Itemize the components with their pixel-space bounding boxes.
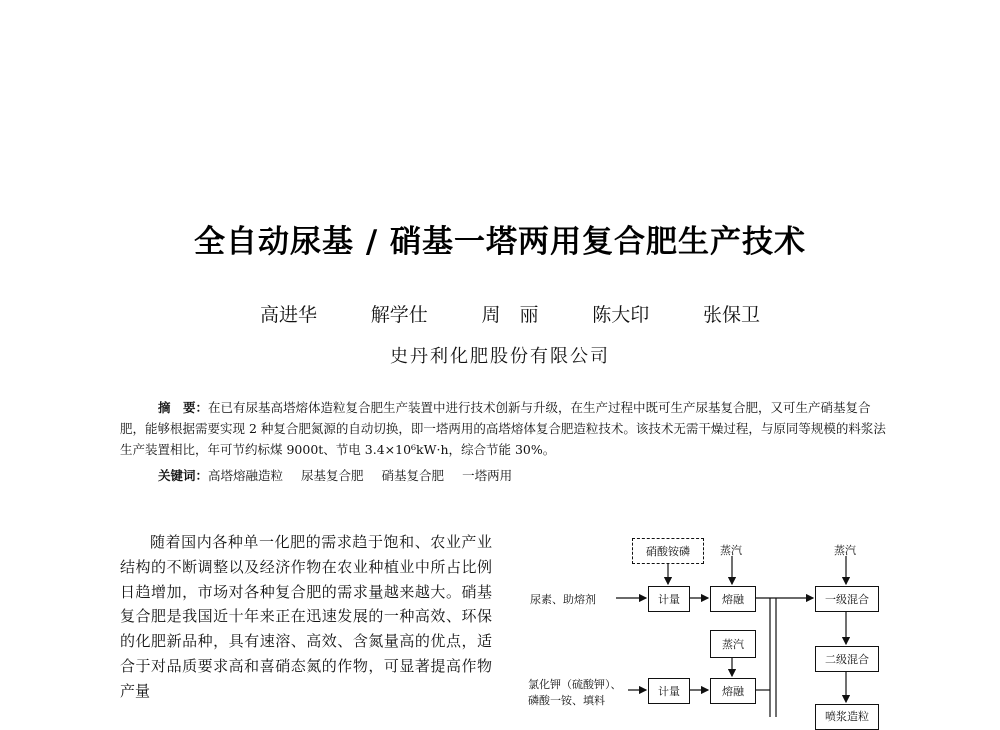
melting-box: 熔融 bbox=[710, 586, 756, 612]
keyword: 高塔熔融造粒 bbox=[208, 468, 284, 483]
keyword: 一塔两用 bbox=[462, 468, 513, 483]
affiliation: 史丹利化肥股份有限公司 bbox=[390, 346, 610, 367]
steam-label: 蒸汽 bbox=[720, 544, 742, 557]
author: 解学仕 bbox=[370, 304, 428, 326]
keywords-label: 关键词： bbox=[158, 468, 209, 483]
nitrate-phosphate-box: 硝酸铵磷 bbox=[632, 538, 704, 564]
metering-box: 计量 bbox=[648, 586, 690, 612]
body-paragraph: 随着国内各种单一化肥的需求趋于饱和、农业产业结构的不断调整以及经济作物在农业种植业中所占比例日趋增加，市场对各种复合肥的需求量越来越大。硝基复合肥是我国近十年来正在迅速发展的一种高效、环保的化肥新品种，具有速溶、高效、含氮量高的优点，适合于对品质要求高和喜硝态氮的作物，可显著提高作物产量 bbox=[120, 533, 492, 700]
granulation-box: 喷浆造粒 bbox=[815, 704, 879, 730]
steam-box: 蒸汽 bbox=[710, 630, 756, 658]
author: 陈大印 bbox=[592, 304, 650, 326]
abstract-text: 在已有尿基高塔熔体造粒复合肥生产装置中进行技术创新与升级，在生产过程中既可生产尿基复合肥，又可生产硝基复合肥，能够根据需要实现 2 种复合肥氮源的自动切换，即一塔两用的高塔熔体复合肥造粒技术。该技术无需干燥过程，与原同等规模的料浆法生产装置相比，年可节约标煤 9000t、节电 3.4×10⁶kW·h，综合节能 30%。 bbox=[120, 400, 886, 457]
keywords bbox=[158, 466, 878, 486]
metering-box: 计量 bbox=[648, 678, 690, 704]
abstract-label: 摘 要： bbox=[158, 400, 209, 415]
abstract bbox=[120, 397, 888, 460]
steam-label: 蒸汽 bbox=[834, 544, 856, 557]
second-mix-box: 二级混合 bbox=[815, 646, 879, 672]
input-label: 尿素、助熔剂 bbox=[530, 593, 596, 606]
paper-title: 全自动尿基 / 硝基一塔两用复合肥生产技术 bbox=[194, 224, 806, 260]
input-label: 磷酸一铵、填料 bbox=[528, 694, 605, 707]
author: 高进华 bbox=[260, 304, 318, 326]
keyword: 尿基复合肥 bbox=[301, 468, 364, 483]
melting-box: 熔融 bbox=[710, 678, 756, 704]
author: 张保卫 bbox=[702, 304, 760, 326]
process-flow-diagram bbox=[520, 530, 920, 723]
first-mix-box: 一级混合 bbox=[815, 586, 879, 612]
input-label: 氯化钾（硫酸钾）、 bbox=[528, 678, 622, 691]
keyword: 硝基复合肥 bbox=[381, 468, 445, 483]
author-list bbox=[260, 300, 760, 327]
author: 周 丽 bbox=[481, 304, 539, 326]
